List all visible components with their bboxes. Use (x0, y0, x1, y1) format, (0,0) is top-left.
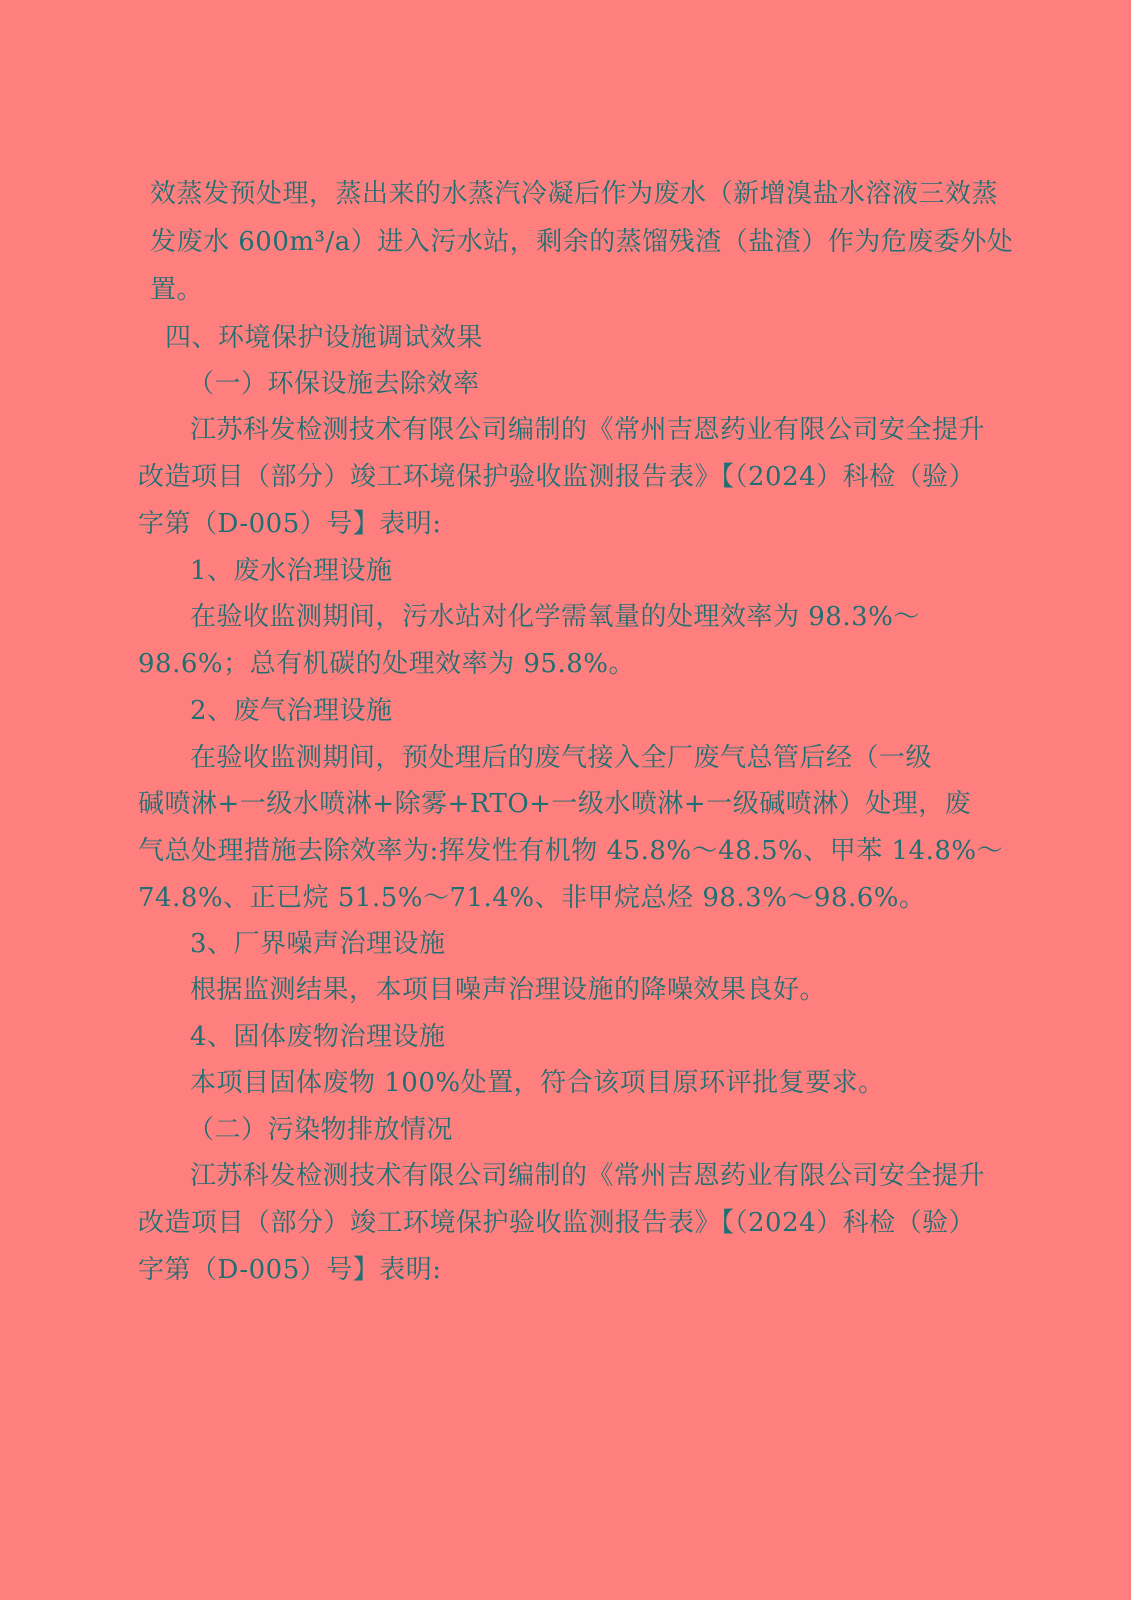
paragraph-line: 本项目固体废物 100%处置，符合该项目原环评批复要求。 (190, 1068, 885, 1098)
paragraph-line: 改造项目（部分）竣工环境保护验收监测报告表》【（2024）科检（验） (138, 462, 976, 492)
paragraph-line: 在验收监测期间，预处理后的废气接入全厂废气总管后经（一级 (190, 743, 933, 773)
paragraph-line: 气总处理措施去除效率为:挥发性有机物 45.8%～48.5%、甲苯 14.8%～ (138, 836, 1004, 866)
item-heading: 1、废水治理设施 (190, 556, 393, 586)
section-heading: 四、环境保护设施调试效果 (165, 323, 484, 353)
paragraph-line: 98.6%；总有机碳的处理效率为 95.8%。 (138, 649, 635, 679)
item-heading: 4、固体废物治理设施 (190, 1022, 446, 1052)
paragraph-line: 根据监测结果，本项目噪声治理设施的降噪效果良好。 (190, 975, 827, 1005)
item-heading: 3、厂界噪声治理设施 (190, 929, 446, 959)
paragraph-line: 字第（D-005）号】表明: (138, 1255, 442, 1285)
subsection-heading: （二）污染物排放情况 (188, 1115, 454, 1145)
paragraph-line: 在验收监测期间，污水站对化学需氧量的处理效率为 98.3%～ (190, 602, 920, 632)
paragraph-line: 碱喷淋+一级水喷淋+除雾+RTO+一级水喷淋+一级碱喷淋）处理，废 (138, 789, 972, 819)
paragraph-line: 江苏科发检测技术有限公司编制的《常州吉恩药业有限公司安全提升 (190, 1161, 986, 1191)
item-heading: 2、废气治理设施 (190, 696, 393, 726)
subsection-heading: （一）环保设施去除效率 (188, 369, 480, 399)
paragraph-line: 置。 (150, 275, 204, 305)
paragraph-line: 改造项目（部分）竣工环境保护验收监测报告表》【（2024）科检（验） (138, 1208, 976, 1238)
paragraph-line: 发废水 600m³/a）进入污水站，剩余的蒸馏残渣（盐渣）作为危废委外处 (150, 227, 1014, 257)
paragraph-line: 74.8%、正已烷 51.5%～71.4%、非甲烷总烃 98.3%～98.6%。 (138, 883, 926, 913)
paragraph-line: 效蒸发预处理，蒸出来的水蒸汽冷凝后作为废水（新增溴盐水溶液三效蒸 (150, 179, 999, 209)
paragraph-line: 江苏科发检测技术有限公司编制的《常州吉恩药业有限公司安全提升 (190, 415, 986, 445)
paragraph-line: 字第（D-005）号】表明: (138, 509, 442, 539)
